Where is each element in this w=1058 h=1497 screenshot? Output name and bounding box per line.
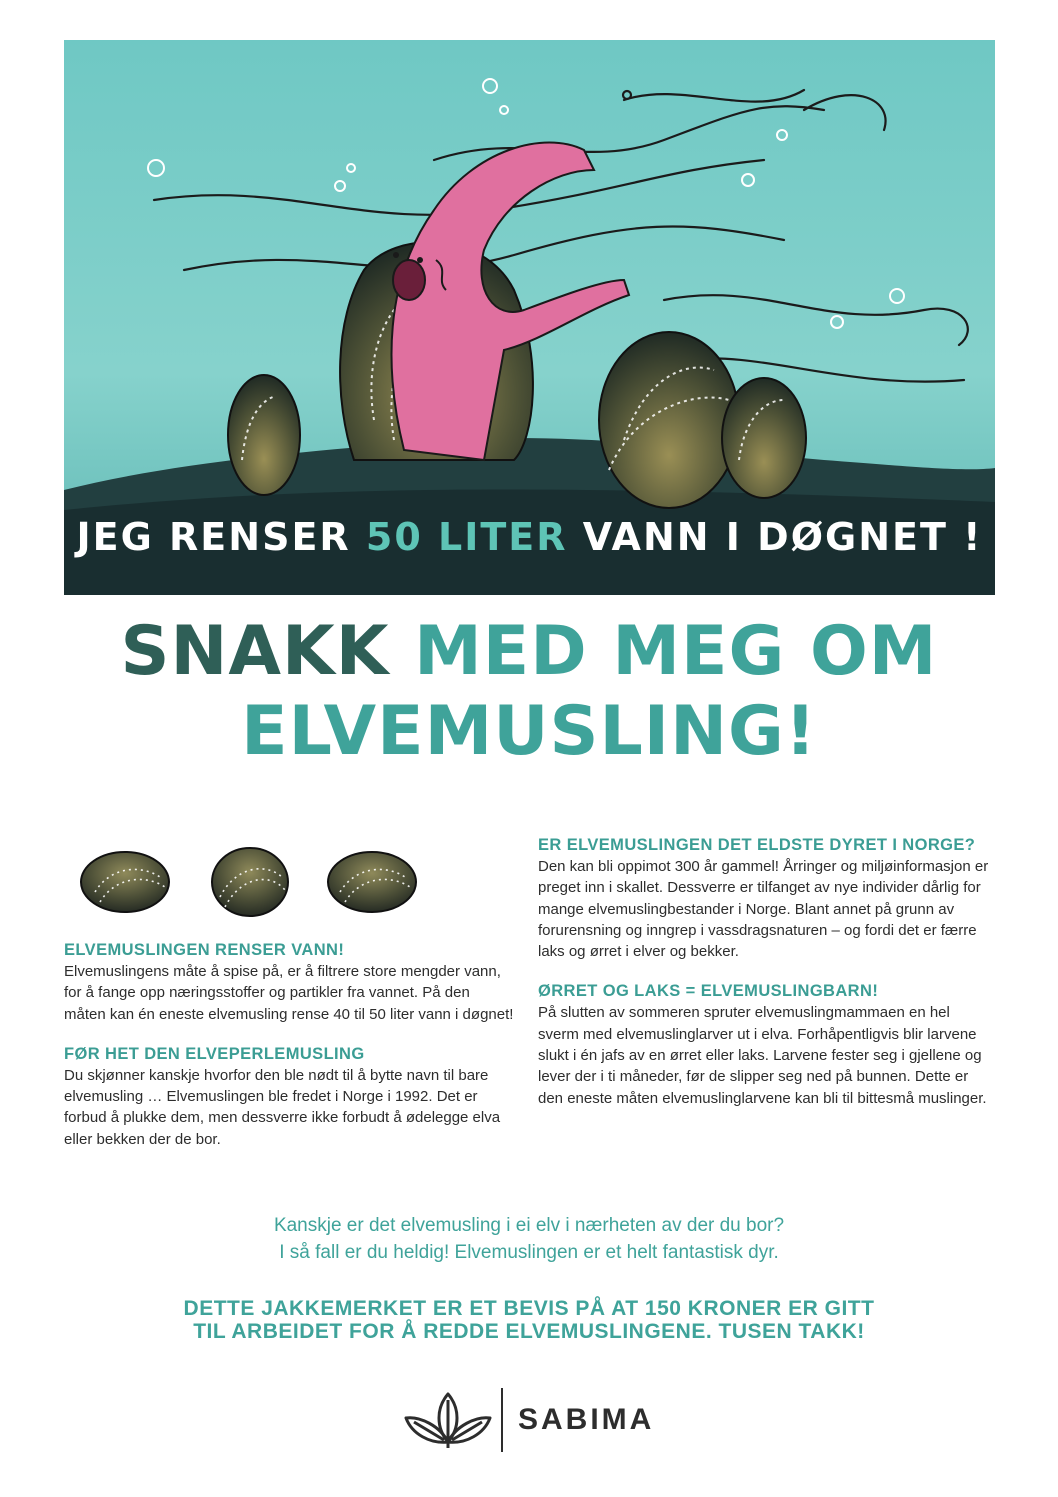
callout-line-1: Kanskje er det elvemusling i ei elv i nærheten av der du bor?: [273, 1215, 785, 1236]
section-heading: ELVEMUSLINGEN RENSER VANN!: [64, 941, 345, 959]
leaf-logo-icon: [400, 1386, 496, 1456]
hero-illustration: [64, 40, 995, 595]
hero-caption: [64, 515, 995, 559]
mussel-icon: [212, 848, 288, 916]
title-line-1: [0, 612, 1058, 692]
section-text: Du skjønner kanskje hvorfor den ble nødt til å bytte navn til bare elvemusling … Elvemuslingen ble fredet i Norge i 1992. Det er forbud å plukke dem, men dessverre ikke forbudt å ødelegge elva eller bekken der de bor.: [64, 1066, 501, 1148]
section-heading: FØR HET DEN ELVEPERLEMUSLING: [64, 1044, 365, 1063]
section-text: Den kan bli oppimot 300 år gammel! Årringer og miljøinformasjon er preget inn i skallet. Dessverre er tilfanget av nye individer dårlig for mange elvemuslingbestander i Norge. Blant annet på grunn av forurensning og inngrep i vassdragsnaturen – og fordi det er færre laks og ørret i elver og bekker.: [538, 858, 989, 961]
mussel-icon: [81, 852, 169, 912]
thanks-line-2: TIL ARBEIDET FOR Å REDDE ELVEMUSLINGENE. TUSEN TAKK!: [193, 1320, 865, 1343]
title-word-dark: SNAKK: [120, 612, 390, 691]
left-column: [64, 939, 514, 1168]
section-text: Elvemuslingens måte å spise på, er å filtrere store mengder vann, for å fange opp næringsstoffer og partikler fra vannet. På den måten kan én eneste elvemusling rense 40 til 50 liter vann i døgnet!: [64, 963, 514, 1023]
callout-text: [0, 1212, 1058, 1266]
right-column: [538, 834, 994, 1127]
title-line-2: ELVEMUSLING!: [241, 692, 817, 771]
callout-line-2: I så fall er du heldig! Elvemuslingen er et helt fantastisk dyr.: [279, 1242, 779, 1263]
page-title: [0, 612, 1058, 772]
hero-caption-pre: JEG RENSER: [76, 515, 366, 559]
hero-caption-highlight: 50 LITER: [365, 515, 568, 559]
mussel-shells: [70, 842, 430, 922]
logo-text: SABIMA: [518, 1403, 655, 1436]
hero-scene: [64, 40, 995, 595]
section-text: På slutten av sommeren spruter elvemuslingmammaen en hel sverm med elvemuslinglarver ut i elva. Forhåpentligvis blir larvene slukt i én jafs av en ørret eller laks. Larvene fester seg i gjellene og lever der i ti måneder, før de slipper seg ned på bunnen. Dette er den eneste måten elvemuslinglarvene kan bli til bittesmå muslinger.: [538, 1004, 987, 1107]
thanks-line-1: DETTE JAKKEMERKET ER ET BEVIS PÅ AT 150 KRONER ER GITT: [183, 1297, 875, 1320]
section-heading: ØRRET OG LAKS = ELVEMUSLINGBARN!: [538, 982, 879, 1001]
logo-divider: [501, 1388, 503, 1452]
title-word-light: MED MEG OM: [389, 612, 938, 691]
section-heading: ER ELVEMUSLINGEN DET ELDSTE DYRET I NORGE?: [538, 836, 976, 854]
thanks-text: [0, 1297, 1058, 1343]
hero-caption-post: VANN I DØGNET !: [567, 515, 983, 559]
mussel-icon: [328, 852, 416, 912]
sabima-logo: [400, 1386, 660, 1456]
